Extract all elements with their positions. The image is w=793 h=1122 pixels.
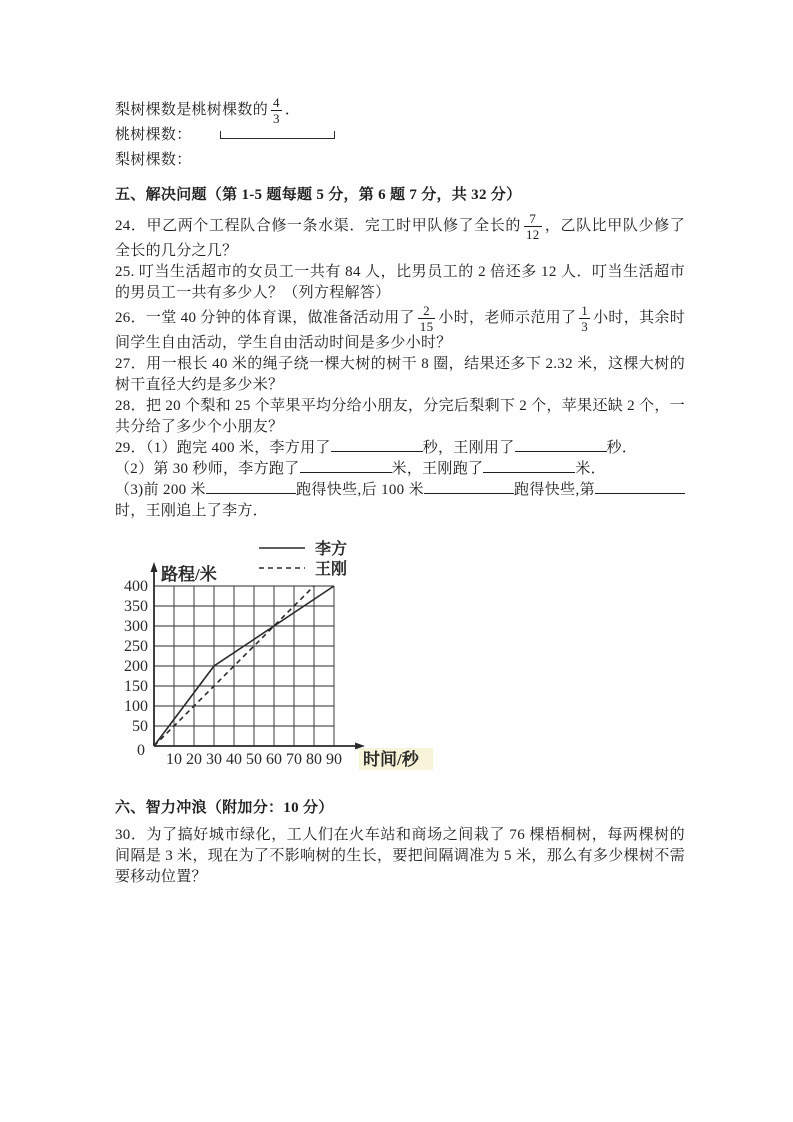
x-tick-label: 60 bbox=[266, 751, 282, 768]
text-run: 24．甲乙两个工程队合修一条水渠．完工时甲队修了全长的 bbox=[115, 217, 521, 234]
document-content bbox=[115, 96, 685, 888]
text-run: 小时，老师示范用了 bbox=[438, 309, 577, 326]
fraction-denominator: 3 bbox=[581, 319, 589, 334]
text-run: ． bbox=[284, 101, 301, 118]
x-axis-title: 时间/秒 bbox=[363, 750, 419, 769]
text-run: 米． bbox=[575, 461, 606, 477]
text-run: 28．把 20 个梨和 25 个苹果平均分给小朋友，分完后梨剩下 2 个，苹果还缺 2 个，一共分给了多少个小朋友？ bbox=[115, 398, 685, 435]
text-run: 跑得快些,后 100 米 bbox=[295, 482, 424, 498]
y-tick-label: 150 bbox=[124, 678, 148, 695]
x-tick-label: 70 bbox=[286, 751, 302, 768]
text-run: 米，王刚跑了 bbox=[391, 461, 484, 477]
fraction bbox=[579, 304, 590, 333]
text-run: 桃树棵数： bbox=[115, 127, 192, 143]
problem-26 bbox=[115, 304, 685, 354]
fraction-denominator: 12 bbox=[525, 227, 540, 242]
problem-29-3 bbox=[115, 480, 685, 522]
fill-in-blank bbox=[515, 438, 607, 452]
text-run: 跑得快些,第 bbox=[513, 482, 595, 498]
y-tick-label: 200 bbox=[124, 658, 148, 675]
chart-block bbox=[115, 532, 685, 784]
y-tick-label: 350 bbox=[124, 598, 148, 615]
text-run: 25. 叮当生活超市的女员工一共有 84 人，比男员工的 2 倍还多 12 人．叮当生活超市的男员工一共有多少人？（列方程解答） bbox=[115, 264, 685, 301]
section-6-header bbox=[115, 798, 685, 819]
text-run: 时，王刚追上了李方． bbox=[115, 503, 269, 519]
pear-peach-ratio-line bbox=[115, 96, 685, 125]
fill-in-blank bbox=[483, 459, 575, 473]
origin-label: 0 bbox=[137, 742, 145, 759]
fraction-numerator: 2 bbox=[423, 303, 430, 318]
text-run: 秒． bbox=[606, 440, 638, 456]
y-tick-label: 400 bbox=[124, 578, 148, 595]
fraction-denominator: 3 bbox=[273, 111, 280, 126]
peach-count-line bbox=[115, 125, 685, 146]
x-tick-label: 40 bbox=[226, 751, 242, 768]
x-tick-label: 80 bbox=[306, 751, 322, 768]
y-axis-arrow-icon bbox=[151, 562, 158, 572]
y-tick-label: 300 bbox=[124, 618, 148, 635]
problem-25 bbox=[115, 262, 685, 304]
distance-time-line-chart bbox=[113, 532, 453, 784]
fill-in-blank bbox=[300, 459, 392, 473]
text-run: ，乙队比甲队少修了全长的几分之几？ bbox=[115, 217, 685, 259]
answer-bracket-line bbox=[220, 131, 335, 139]
y-tick-label: 250 bbox=[124, 638, 148, 655]
text-run: 26．一堂 40 分钟的体育课，做准备活动用了 bbox=[115, 309, 415, 326]
problem-30 bbox=[115, 825, 685, 888]
text-run: （2）第 30 秒师，李方跑了 bbox=[115, 461, 300, 477]
fraction-denominator: 15 bbox=[419, 319, 434, 334]
text-run: 29．（1）跑完 400 米，李方用了 bbox=[115, 440, 331, 456]
text-run: 小时，其余时间学生自由活动，学生自由活动时间是多少小时？ bbox=[115, 309, 686, 351]
text-run: 五、解决问题（第 1-5 题每题 5 分，第 6 题 7 分，共 32 分） bbox=[115, 187, 522, 203]
text-run: 梨树棵数： bbox=[115, 152, 192, 168]
legend-label-wanggang: 王刚 bbox=[315, 561, 348, 578]
x-tick-label: 50 bbox=[246, 751, 262, 768]
document-bottom-block bbox=[115, 798, 685, 888]
text-run: 27．用一根长 40 米的绳子绕一棵大树的树干 8 圈，结果还多下 2.32 米，这棵大树的树干直径大约是多少米？ bbox=[115, 356, 685, 393]
problem-29-1 bbox=[115, 438, 685, 459]
legend-label-lifang: 李方 bbox=[315, 541, 348, 558]
x-tick-label: 10 bbox=[166, 751, 182, 768]
text-run: 梨树棵数是桃树棵数的 bbox=[115, 101, 269, 118]
fraction bbox=[524, 212, 542, 241]
problem-29-2 bbox=[115, 459, 685, 480]
y-axis-title: 路程/米 bbox=[161, 565, 217, 584]
fraction-numerator: 4 bbox=[273, 95, 280, 110]
x-tick-label: 30 bbox=[206, 751, 222, 768]
problem-28 bbox=[115, 396, 685, 438]
fill-in-blank bbox=[424, 480, 514, 494]
fill-in-blank bbox=[331, 438, 423, 452]
text-run: 秒，王刚用了 bbox=[422, 440, 515, 456]
text-run: （3)前 200 米 bbox=[115, 482, 206, 498]
problem-24 bbox=[115, 212, 685, 262]
x-tick-label: 20 bbox=[186, 751, 202, 768]
fraction bbox=[418, 304, 436, 333]
fraction-numerator: 7 bbox=[529, 211, 537, 226]
text-run: 六、智力冲浪（附加分：10 分） bbox=[115, 800, 334, 816]
section-5-header bbox=[115, 185, 685, 206]
text-run: 30．为了搞好城市绿化，工人们在火车站和商场之间栽了 76 棵梧桐树，每两棵树的间隔是 3 米，现在为了不影响树的生长，要把间隔调准为 5 米，那么有多少棵树不需要移动位置？ bbox=[115, 827, 685, 885]
pear-count-line bbox=[115, 150, 685, 171]
document-top-block bbox=[115, 96, 685, 522]
fill-in-blank bbox=[595, 480, 685, 494]
y-tick-label: 100 bbox=[124, 698, 148, 715]
problem-27 bbox=[115, 354, 685, 396]
y-tick-label: 50 bbox=[132, 718, 148, 735]
fraction-numerator: 1 bbox=[581, 303, 589, 318]
fraction bbox=[271, 96, 282, 125]
x-tick-label: 90 bbox=[326, 751, 342, 768]
fill-in-blank bbox=[206, 480, 296, 494]
